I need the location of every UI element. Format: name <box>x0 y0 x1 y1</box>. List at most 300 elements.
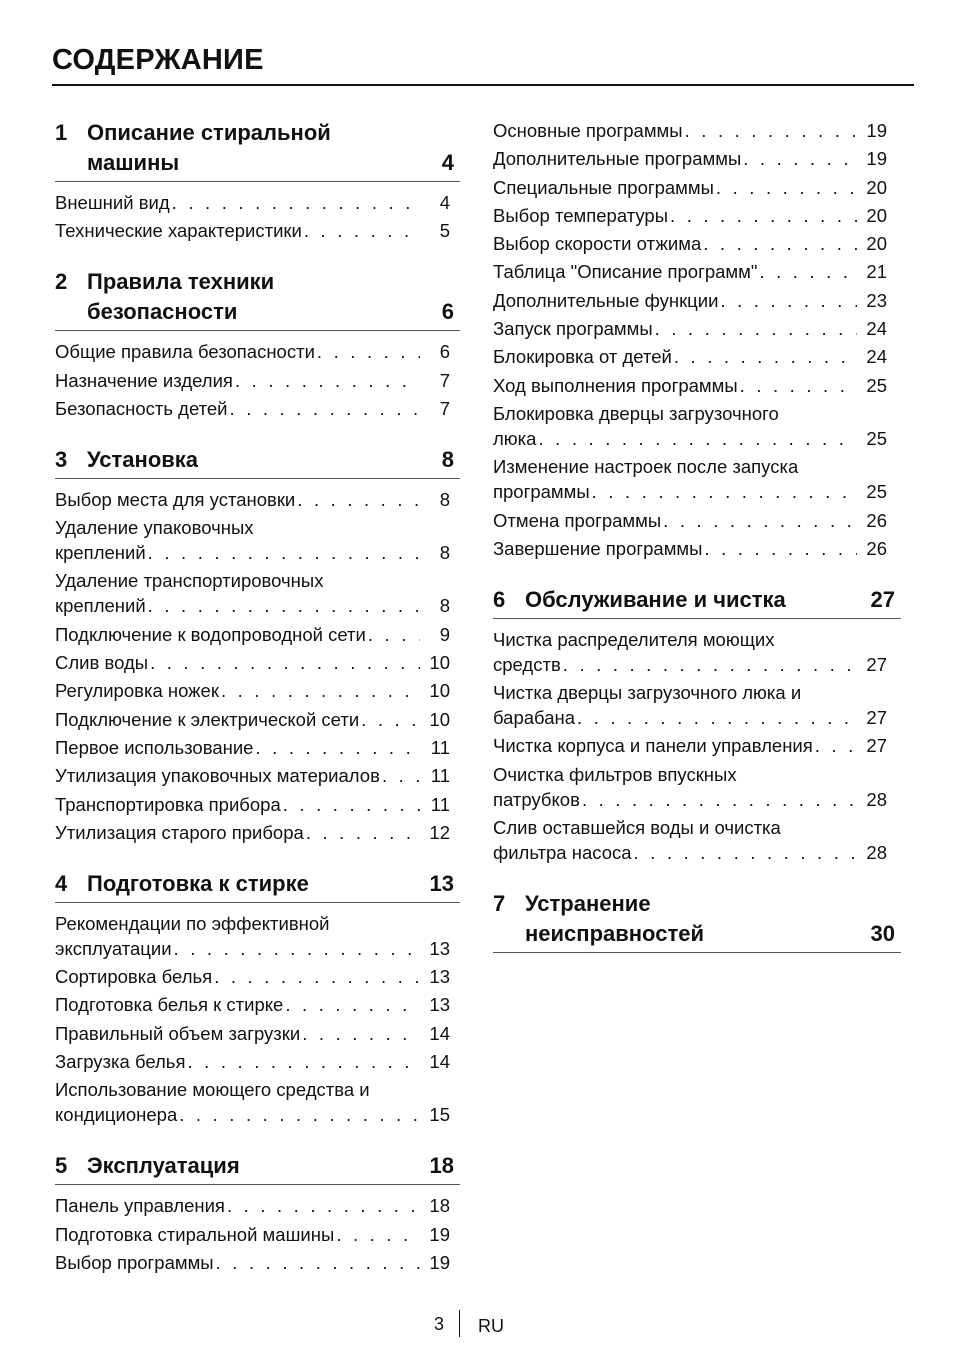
entry-title: Очистка фильтров впускных <box>493 763 737 785</box>
toc-entry-line <box>55 515 460 540</box>
toc-entry[interactable] <box>55 1250 460 1275</box>
section-page: 30 <box>870 921 895 947</box>
toc-entry-line <box>493 787 901 812</box>
entry-title: барабана <box>493 707 576 729</box>
toc-entry-line <box>493 815 901 840</box>
toc-entry[interactable] <box>55 1193 460 1218</box>
dot-leader <box>582 787 857 812</box>
toc-entry-line <box>55 1193 460 1218</box>
entry-page: 20 <box>866 233 887 255</box>
entry-page: 11 <box>430 736 450 758</box>
dot-leader <box>815 733 857 758</box>
toc-entry[interactable] <box>493 401 901 451</box>
toc-entry-line <box>55 1250 460 1275</box>
entry-title: Запуск программы <box>493 318 653 340</box>
toc-entry-line <box>55 622 460 647</box>
dot-leader <box>674 344 857 369</box>
dot-leader <box>235 368 420 393</box>
entry-title: патрубков <box>493 788 580 810</box>
entry-title: Подготовка белья к стирке <box>55 994 284 1016</box>
toc-right-column <box>493 118 901 977</box>
entry-page: 10 <box>429 708 450 730</box>
section-heading[interactable] <box>55 118 460 148</box>
entry-title: Использование моющего средства и <box>55 1079 370 1101</box>
entry-title: Ход выполнения программы <box>493 374 738 396</box>
section-title <box>493 889 651 919</box>
section-heading[interactable] <box>493 889 901 919</box>
toc-entry-line <box>55 707 460 732</box>
toc-entry[interactable] <box>55 792 460 817</box>
entry-page: 27 <box>866 653 887 675</box>
entry-title: Выбор температуры <box>493 204 669 226</box>
toc-entry[interactable] <box>493 536 901 561</box>
toc-entry[interactable] <box>493 680 901 730</box>
toc-entry[interactable] <box>493 733 901 758</box>
toc-entry-line <box>55 678 460 703</box>
dot-leader <box>255 735 420 760</box>
entry-page: 19 <box>866 148 887 170</box>
toc-entry-line <box>55 992 460 1017</box>
dot-leader <box>538 426 857 451</box>
entry-title: Сортировка белья <box>55 966 213 988</box>
section-page: 27 <box>870 586 895 612</box>
footer-language: RU <box>478 1316 504 1336</box>
toc-left-column <box>55 118 460 1299</box>
dot-leader <box>221 678 420 703</box>
entry-page: 5 <box>439 220 450 242</box>
entry-page: 28 <box>866 788 887 810</box>
entry-page: 7 <box>439 397 450 419</box>
section-title-text: машины <box>87 150 180 175</box>
entry-title: креплений <box>55 542 146 564</box>
toc-entry[interactable] <box>55 650 460 675</box>
dot-leader <box>216 1250 420 1275</box>
toc-entry-line <box>55 487 460 512</box>
entry-title: Дополнительные функции <box>493 289 719 311</box>
dot-leader <box>317 339 420 364</box>
entry-title: Утилизация упаковочных материалов <box>55 765 380 787</box>
dot-leader <box>685 118 857 143</box>
section-page: 13 <box>429 870 454 896</box>
entry-page: 14 <box>429 1022 450 1044</box>
entry-page: 26 <box>866 509 887 531</box>
dot-leader <box>227 1193 420 1218</box>
toc-entry[interactable] <box>493 316 901 341</box>
entry-title: креплений <box>55 595 146 617</box>
toc-section <box>55 118 460 243</box>
toc-entry-line <box>55 1049 460 1074</box>
toc-entry-line <box>55 820 460 845</box>
entry-title: Общие правила безопасности <box>55 341 315 363</box>
section-page: 6 <box>441 299 454 325</box>
entry-title: кондиционера <box>55 1104 178 1126</box>
toc-entry-line <box>55 593 460 618</box>
entry-page: 19 <box>429 1223 450 1245</box>
toc-entry-line <box>493 373 901 398</box>
toc-entry[interactable] <box>55 1222 460 1247</box>
dot-leader <box>148 540 420 565</box>
entry-page: 6 <box>439 341 450 363</box>
entry-page: 21 <box>866 261 887 283</box>
dot-leader <box>172 190 420 215</box>
entry-page: 13 <box>429 994 450 1016</box>
toc-entry[interactable] <box>493 118 901 143</box>
dot-leader <box>382 763 420 788</box>
section-page: 4 <box>441 150 454 175</box>
toc-entry[interactable] <box>55 218 460 243</box>
dot-leader <box>304 218 420 243</box>
toc-entry[interactable] <box>493 259 901 284</box>
dot-leader <box>577 705 857 730</box>
toc-entry-line <box>493 344 901 369</box>
entry-title: Панель управления <box>55 1195 225 1217</box>
toc-entry[interactable] <box>493 627 901 677</box>
toc-entry[interactable] <box>55 735 460 760</box>
toc-entry[interactable] <box>55 911 460 961</box>
entry-page: 20 <box>866 204 887 226</box>
footer-divider <box>459 1310 460 1337</box>
toc-entry-line <box>493 840 901 865</box>
toc-entry[interactable] <box>55 964 460 989</box>
entry-page: 19 <box>866 120 887 141</box>
entry-title: Подключение к электрической сети <box>55 708 360 730</box>
entry-title: Удаление упаковочных <box>55 517 254 539</box>
entry-page: 15 <box>429 1104 450 1126</box>
toc-entry[interactable] <box>55 190 460 215</box>
section-title <box>55 118 331 148</box>
section-number: 6 <box>493 586 506 612</box>
entry-title: Чистка корпуса и панели управления <box>493 735 813 757</box>
section-title <box>55 1151 240 1181</box>
section-title-text: безопасности <box>87 299 238 325</box>
entry-title: Отмена программы <box>493 509 662 531</box>
section-number: 7 <box>493 891 506 917</box>
dot-leader <box>743 146 857 171</box>
toc-entry[interactable] <box>55 1021 460 1046</box>
section-heading[interactable] <box>55 445 460 479</box>
toc-entry-line <box>493 203 901 228</box>
section-title <box>55 267 274 297</box>
entry-title: Безопасность детей <box>55 397 228 419</box>
toc-entry[interactable] <box>55 1049 460 1074</box>
entry-title: Слив оставшейся воды и очистка <box>493 817 781 839</box>
toc-entry-line <box>55 368 460 393</box>
dot-leader <box>285 992 420 1017</box>
entry-page: 20 <box>866 176 887 198</box>
dot-leader <box>187 1049 420 1074</box>
entry-title: Выбор места для установки <box>55 488 296 510</box>
section-title <box>55 148 179 178</box>
entry-title: Специальные программы <box>493 176 714 198</box>
entry-title: Рекомендации по эффективной <box>55 912 330 934</box>
toc-entry[interactable] <box>55 678 460 703</box>
toc-entry-line <box>493 705 901 730</box>
toc-entry-line <box>493 536 901 561</box>
dot-leader <box>368 622 420 647</box>
entry-page: 11 <box>430 793 450 815</box>
section-title-text: Эксплуатация <box>87 1153 240 1179</box>
toc-entry[interactable] <box>55 820 460 845</box>
toc-entry[interactable] <box>493 815 901 865</box>
entry-page: 13 <box>429 966 450 988</box>
section-heading[interactable] <box>55 148 460 182</box>
section-heading[interactable] <box>55 297 460 331</box>
toc-entry-line <box>55 1021 460 1046</box>
entry-title: средств <box>493 653 561 675</box>
entry-title: Загрузка белья <box>55 1051 186 1073</box>
entry-title: Внешний вид <box>55 192 170 213</box>
section-title <box>55 297 237 327</box>
toc-entry-line <box>493 146 901 171</box>
section-title-text: Устранение <box>525 891 651 917</box>
entry-title: Утилизация старого прибора <box>55 821 304 843</box>
dot-leader <box>670 203 857 228</box>
entry-page: 4 <box>439 192 450 213</box>
entry-page: 25 <box>866 374 887 396</box>
toc-entry-line <box>493 652 901 677</box>
entry-title: Регулировка ножек <box>55 680 219 702</box>
section-title-text: неисправностей <box>525 921 704 947</box>
toc-entry[interactable] <box>55 487 460 512</box>
toc-entry[interactable] <box>493 288 901 313</box>
section-number <box>55 297 87 327</box>
toc-entry[interactable] <box>55 707 460 732</box>
toc-entry[interactable] <box>493 203 901 228</box>
toc-entry-line <box>493 479 901 504</box>
toc-entry[interactable] <box>493 454 901 504</box>
toc-entry-line <box>55 911 460 936</box>
entry-page: 10 <box>429 680 450 702</box>
toc-entry-line <box>55 936 460 961</box>
toc-entry[interactable] <box>55 622 460 647</box>
section-title-text: Правила техники <box>87 269 275 295</box>
entry-title: Чистка дверцы загрузочного люка и <box>493 682 802 704</box>
section-page: 8 <box>441 446 454 472</box>
entry-title: эксплуатации <box>55 937 172 959</box>
dot-leader <box>720 288 857 313</box>
section-number: 3 <box>55 446 68 472</box>
entry-title: люка <box>493 427 537 449</box>
entry-title: Транспортировка прибора <box>55 793 281 815</box>
toc-section <box>55 445 460 845</box>
dot-leader <box>655 316 857 341</box>
toc-entry-line <box>55 1102 460 1127</box>
dot-leader <box>214 964 420 989</box>
toc-entry-line <box>55 735 460 760</box>
toc-entry-line <box>493 680 901 705</box>
toc-entry[interactable] <box>493 175 901 200</box>
entry-page: 18 <box>429 1195 450 1217</box>
entry-page: 8 <box>439 595 450 617</box>
toc-entry[interactable] <box>493 762 901 812</box>
toc-entry-line <box>55 396 460 421</box>
dot-leader <box>634 840 857 865</box>
toc-entry-line <box>493 762 901 787</box>
toc-entry-line <box>493 733 901 758</box>
toc-entry[interactable] <box>55 339 460 364</box>
entry-page: 27 <box>866 735 887 757</box>
toc-section <box>493 889 901 953</box>
dot-leader <box>563 652 857 677</box>
dot-leader <box>740 373 857 398</box>
toc-entry[interactable] <box>55 992 460 1017</box>
section-title-text: Установка <box>87 446 199 472</box>
section-title <box>55 869 309 899</box>
entry-page: 24 <box>866 318 887 340</box>
dot-leader <box>703 231 857 256</box>
toc-entry-line <box>493 288 901 313</box>
section-heading[interactable] <box>493 585 901 619</box>
entry-page: 23 <box>866 289 887 311</box>
toc-entry[interactable] <box>493 508 901 533</box>
entry-title: Выбор программы <box>55 1251 214 1273</box>
toc-entry-line <box>55 1077 460 1102</box>
section-title-text: Подготовка к стирке <box>87 870 309 896</box>
section-heading[interactable] <box>55 267 460 297</box>
toc-entry-line <box>493 175 901 200</box>
entry-page: 10 <box>429 652 450 674</box>
dot-leader <box>283 792 420 817</box>
entry-title: Блокировка дверцы загрузочного <box>493 402 779 424</box>
toc-section <box>493 118 901 561</box>
toc-entry-line <box>493 316 901 341</box>
section-title <box>493 585 786 615</box>
section-title <box>55 445 198 475</box>
toc-entry-line <box>493 401 901 426</box>
entry-page: 25 <box>866 481 887 503</box>
entry-title: Подключение к водопроводной сети <box>55 623 366 645</box>
toc-entry[interactable] <box>493 231 901 256</box>
entry-title: Блокировка от детей <box>493 346 672 368</box>
section-number <box>493 919 525 949</box>
entry-page: 7 <box>439 369 450 391</box>
entry-title: Первое использование <box>55 736 254 758</box>
section-page: 18 <box>429 1153 454 1179</box>
section-title-text: Описание стиральной <box>87 120 331 145</box>
entry-page: 25 <box>866 427 887 449</box>
dot-leader <box>302 1021 420 1046</box>
entry-page: 11 <box>430 765 450 787</box>
toc-entry-line <box>493 627 901 652</box>
entry-title: Назначение изделия <box>55 369 233 391</box>
toc-entry[interactable] <box>493 146 901 171</box>
toc-entry-line <box>493 426 901 451</box>
entry-page: 8 <box>439 542 450 564</box>
toc-section <box>55 267 460 421</box>
entry-title: Изменение настроек после запуска <box>493 456 799 478</box>
section-heading[interactable] <box>55 1151 460 1185</box>
toc-section <box>493 585 901 865</box>
entry-page: 24 <box>866 346 887 368</box>
toc-entry[interactable] <box>493 344 901 369</box>
toc-entry-line <box>55 792 460 817</box>
entry-title: Завершение программы <box>493 537 703 559</box>
section-title-text: Обслуживание и чистка <box>525 586 786 612</box>
toc-entry[interactable] <box>55 396 460 421</box>
toc-entry-line <box>55 339 460 364</box>
section-number <box>55 148 87 178</box>
toc-entry-line <box>493 118 901 143</box>
entry-page: 14 <box>429 1051 450 1073</box>
toc-entry-line <box>55 763 460 788</box>
section-number: 5 <box>55 1153 68 1179</box>
section-title <box>493 919 704 949</box>
entry-page: 28 <box>866 842 887 864</box>
dot-leader <box>336 1222 420 1247</box>
entry-page: 26 <box>866 537 887 559</box>
toc-section <box>55 869 460 1127</box>
title-divider <box>52 84 914 86</box>
dot-leader <box>306 820 420 845</box>
entry-title: Выбор скорости отжима <box>493 233 702 255</box>
toc-entry-line <box>493 508 901 533</box>
entry-title: программы <box>493 481 590 503</box>
entry-page: 27 <box>866 707 887 729</box>
section-number: 2 <box>55 269 68 295</box>
toc-entry[interactable] <box>55 368 460 393</box>
entry-title: Слив воды <box>55 652 149 674</box>
toc-entry-line <box>493 231 901 256</box>
entry-page: 8 <box>439 488 450 510</box>
dot-leader <box>179 1102 420 1127</box>
toc-entry-line <box>55 1222 460 1247</box>
entry-page: 9 <box>439 623 450 645</box>
section-heading[interactable] <box>493 919 901 953</box>
entry-title: Подготовка стиральной машины <box>55 1223 335 1245</box>
dot-leader <box>150 650 420 675</box>
entry-title: Удаление транспортировочных <box>55 570 324 592</box>
dot-leader <box>297 487 420 512</box>
section-heading[interactable] <box>55 869 460 903</box>
entry-title: Чистка распределителя моющих <box>493 628 775 650</box>
toc-entry-line <box>55 964 460 989</box>
toc-entry-line <box>55 540 460 565</box>
dot-leader <box>663 508 857 533</box>
toc-entry[interactable] <box>55 568 460 618</box>
entry-title: Правильный объем загрузки <box>55 1022 301 1044</box>
entry-page: 19 <box>429 1251 450 1273</box>
entry-title: фильтра насоса <box>493 842 632 864</box>
footer-page-number: 3 <box>434 1314 445 1334</box>
entry-page: 13 <box>429 937 450 959</box>
toc-entry[interactable] <box>55 763 460 788</box>
toc-section <box>55 1151 460 1275</box>
section-number: 1 <box>55 120 68 145</box>
toc-entry[interactable] <box>55 1077 460 1127</box>
toc-entry-line <box>493 454 901 479</box>
entry-page: 12 <box>429 821 450 843</box>
dot-leader <box>704 536 857 561</box>
entry-title: Дополнительные программы <box>493 148 742 170</box>
dot-leader <box>592 479 857 504</box>
toc-entry-line <box>55 218 460 243</box>
toc-entry-line <box>55 190 460 215</box>
dot-leader <box>361 707 420 732</box>
entry-title: Основные программы <box>493 120 683 141</box>
entry-title: Таблица "Описание программ" <box>493 261 758 283</box>
dot-leader <box>148 593 420 618</box>
toc-entry[interactable] <box>55 515 460 565</box>
dot-leader <box>174 936 420 961</box>
page-title: СОДЕРЖАНИЕ <box>52 44 264 76</box>
toc-entry-line <box>55 568 460 593</box>
toc-entry-line <box>493 259 901 284</box>
entry-title: Технические характеристики <box>55 220 302 242</box>
dot-leader <box>759 259 857 284</box>
toc-entry-line <box>55 650 460 675</box>
toc-entry[interactable] <box>493 373 901 398</box>
dot-leader <box>716 175 857 200</box>
